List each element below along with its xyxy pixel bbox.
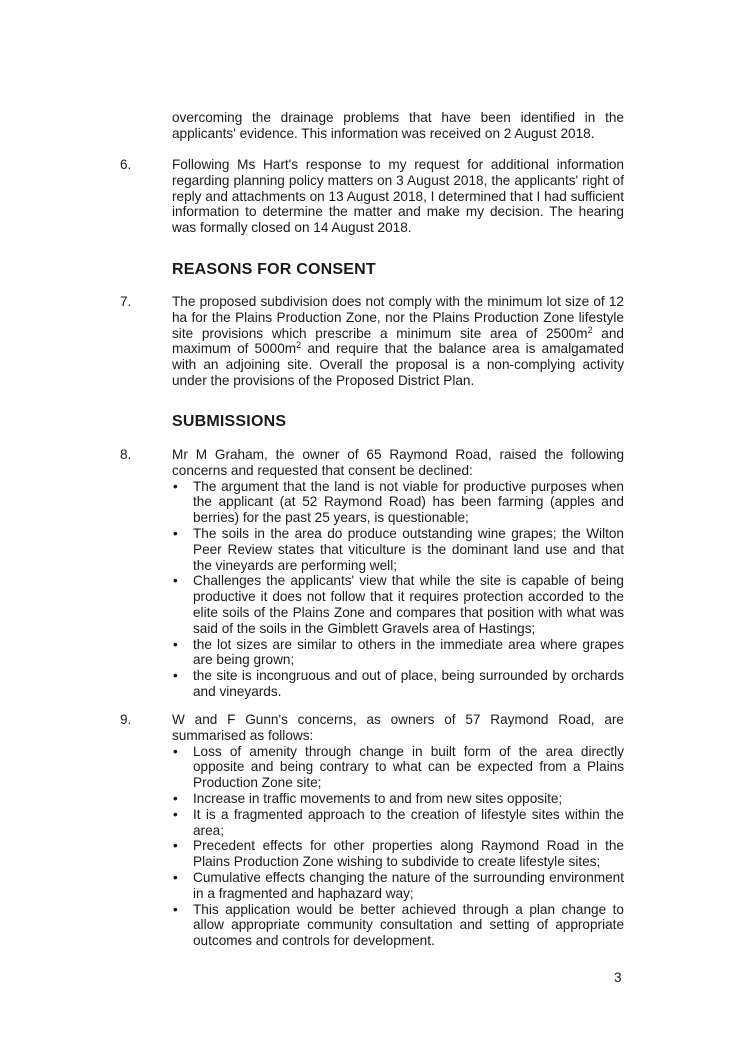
list-item: • Cumulative effects changing the nature of the surrounding environment in a fragmented and haphazard way;	[172, 870, 624, 902]
heading-reasons-for-consent: REASONS FOR CONSENT	[172, 261, 376, 278]
para5-text: overcoming the drainage problems that have been identified in the applicants' evidence. This information was received on 2 August 2018.	[172, 110, 624, 141]
superscript-2: 2	[296, 340, 302, 351]
para9	[172, 712, 624, 949]
list-item: • The argument that the land is not viable for productive purposes when the applicant (at 52 Raymond Road) has been farming (apples and berries) for the past 25 years, is questionable;	[172, 479, 624, 526]
para7-text	[172, 294, 624, 389]
list-item: • the lot sizes are similar to others in the immediate area where grapes are being grown;	[172, 637, 624, 669]
para7-number: 7.	[120, 294, 132, 309]
para8-bullet-list	[172, 479, 624, 700]
para8-intro: Mr M Graham, the owner of 65 Raymond Road, raised the following concerns and requested that consent be declined:	[172, 447, 624, 478]
para6-number: 6.	[120, 157, 132, 172]
list-item: • Challenges the applicants' view that while the site is capable of being productive it does not follow that it requires protection accorded to the elite soils of the Plains Zone and compares that position with what was said of the soils in the Gimblett Gravels area of Hastings;	[172, 573, 624, 636]
para7-text-part1: The proposed subdivision does not comply with the minimum lot size of 12 ha for the Plains Production Zone, nor the Plains Production Zone lifestyle site provisions which prescribe a minimum site area of 2500m	[172, 294, 624, 341]
heading-submissions: SUBMISSIONS	[172, 413, 287, 430]
para5-continuation	[172, 110, 624, 142]
para9-intro: W and F Gunn's concerns, as owners of 57 Raymond Road, are summarised as follows:	[172, 712, 624, 743]
para7-text-part3: and require that the balance area is amalgamated with an adjoining site. Overall the proposal is a non-complying activity under the provisions of the Proposed District Plan.	[172, 341, 624, 388]
superscript-2: 2	[587, 324, 593, 335]
para6-text: Following Ms Hart's response to my request for additional information regarding planning policy matters on 3 August 2018, the applicants' right of reply and attachments on 13 August 2018, I determined that I had sufficient information to determine the matter and make my decision. The hearing was formally closed on 14 August 2018.	[172, 157, 624, 236]
para6	[172, 157, 624, 236]
para9-bullet-list	[172, 744, 624, 949]
para7	[172, 294, 624, 389]
list-item: • This application would be better achieved through a plan change to allow appropriate community consultation and setting of appropriate outcomes and controls for development.	[172, 902, 624, 949]
list-item: • Precedent effects for other properties along Raymond Road in the Plains Production Zone wishing to subdivide to create lifestyle sites;	[172, 838, 624, 870]
para8	[172, 447, 624, 700]
para8-number: 8.	[120, 447, 132, 462]
list-item: • Increase in traffic movements to and from new sites opposite;	[172, 791, 624, 807]
list-item: • The soils in the area do produce outstanding wine grapes; the Wilton Peer Review states that viticulture is the dominant land use and that the vineyards are performing well;	[172, 526, 624, 573]
para7-text-part2: and maximum of 5000m	[172, 325, 624, 357]
list-item: • Loss of amenity through change in built form of the area directly opposite and being contrary to what can be expected from a Plains Production Zone site;	[172, 744, 624, 791]
list-item: • It is a fragmented approach to the creation of lifestyle sites within the area;	[172, 807, 624, 839]
para9-number: 9.	[120, 712, 132, 727]
page-number: 3	[614, 970, 622, 985]
list-item: • the site is incongruous and out of place, being surrounded by orchards and vineyards.	[172, 668, 624, 700]
